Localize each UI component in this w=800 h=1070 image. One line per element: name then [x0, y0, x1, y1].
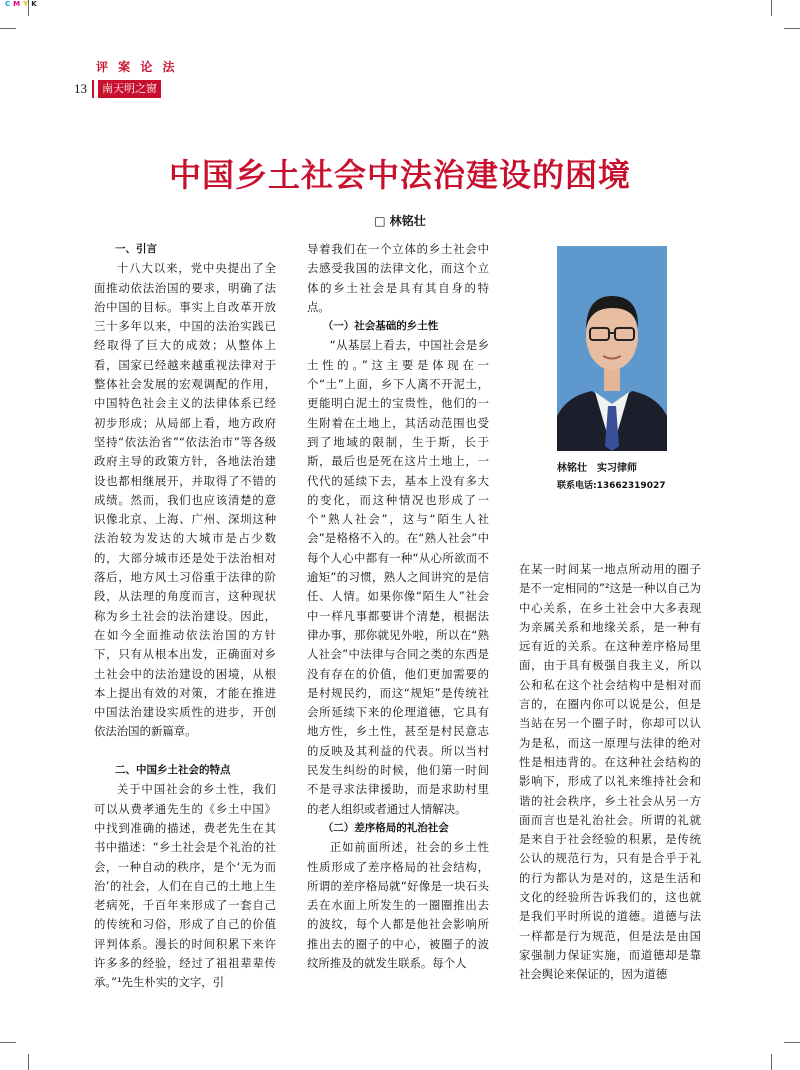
paragraph: 在某一时间某一地点所动用的圈子是不一定相同的”²这是一种以自己为中心关系，在乡土社会中大多表现为亲属关系和地缘关系，是一种有远有近的关系。在这种差序格局里面，由于具有极强自我主义，所以公和私在这个社会结构中是相对而言的，在圈内你可以说是公，但是当站在另一个圈子时，你却可以认为是私，而这一原理与法律的绝对性是相违背的。在这种社会结构的影响下，形成了以礼来维持社会和谐的社会秩序，乡土社会从另一方面而言也是礼治社会。所谓的礼就是来自于社会经验的积累，是传统公认的规范行为，只有是合乎于礼的行为都认为是对的，这是生活和文化的经验所告诉我们的，这也就是我们平时所说的道德。道德与法一样都是行为规范，但是法是由国家强制力保证实施，而道德却是靠社会舆论来保证的，因为道德 [519, 562, 701, 982]
page-number: 13 [74, 81, 87, 96]
crop-mark [0, 28, 16, 29]
crop-mark [0, 1042, 16, 1043]
crop-mark [784, 28, 800, 29]
crop-mark [28, 1054, 29, 1070]
crop-mark [784, 1042, 800, 1043]
subsection-heading: （一）社会基础的乡土性 [322, 320, 439, 333]
header-divider [92, 80, 94, 98]
cmyk-y: Y [23, 0, 29, 8]
cmyk-m: M [13, 0, 21, 8]
subsection-heading: （二）差序格局的礼治社会 [322, 821, 449, 834]
cmyk-k: K [31, 0, 37, 8]
text-column-1 [94, 240, 276, 993]
column-label: 南天明之窗 [98, 80, 161, 98]
author-contact: 联系电话:13662319027 [557, 481, 666, 491]
color-bar [4, 0, 38, 9]
section-heading: 一、引言 [115, 243, 157, 255]
paragraph: 关于中国社会的乡土性，我们可以从费孝通先生的《乡土中国》中找到准确的描述，费老先生在其书中描述：“乡土社会是个礼治的社会，一种自动的秩序，是个‘无为而治’的社会，人们在自己的土地上生老病死，千百年来形成了一套自己的传统和习俗，形成了自己的价值评判体系。漫长的时间积累下来许许多多的经验，经过了祖祖辈辈传承。”¹先生朴实的文字，引 [94, 782, 276, 990]
section-heading: 二、中国乡土社会的特点 [115, 764, 231, 777]
article-title: 中国乡土社会中法治建设的困境 [168, 156, 631, 194]
paragraph: 正如前面所述，社会的乡土性性质形成了差序格局的社会结构，所谓的差序格局就“好像是一块石头丢在水面上所发生的一圈圈推出去的波纹，每个人都是他社会影响所推出去的圈子的中心，被圈子的波纹所推及的就发生联系。每个人 [307, 840, 489, 970]
paragraph: 导着我们在一个立体的乡土社会中去感受我国的法律文化，而这个立体的乡土社会是具有其自身的特点。 [307, 242, 489, 314]
text-column-2 [307, 240, 489, 973]
paragraph: 十八大以来，党中央提出了全面推动依法治国的要求，明确了法治中国的目标。事实上自改革开放三十多年以来，中国的法治实践已经取得了巨大的成效；从整体上看，国家已经越来越重视法律对于整体社会发展的宏观调配的作用，中国特色社会主义的法律体系已经初步形成；从局部上看，地方政府坚持“依法治省”“依法治市”等各级政府主导的政策方针，各地法治建设也都相继展开，并取得了不错的成绩。然而，我们也应该清楚的意识像北京、上海、广州、深圳这种法治较为发达的大城市是占少数的，大部分城市还是处于法治相对落后，地方风土习俗重于法律的阶段，从法理的角度而言，这种现状称为乡土社会的法治建设。因此，在如今全面推动依法治国的方针下，只有从根本出发，正确面对乡土社会中的法治建设的困境，从根本上提出有效的对策，才能在推进中国法治建设实质性的进步，开创依法治国的新篇章。 [94, 261, 276, 739]
crop-mark [771, 1054, 772, 1070]
author-photo [557, 246, 667, 451]
cmyk-c: C [5, 0, 11, 8]
paragraph: “从基层上看去，中国社会是乡土性的。”这主要是体现在一个“土”上面，乡下人离不开泥土，更能明白泥土的宝贵性，他们的一生附着在土地上，其活动范围也受到了地域的限制，生于斯，长于斯，最后也是死在这片土地上，一代代的延续下去，基本上没有多大的变化，而这种情况也形成了一个“熟人社会”，这与“陌生人社会”是格格不入的。在“熟人社会”中每个人心中都有一种“从心所欲而不逾矩”的习惯，熟人之间讲究的是信任、人情。如果你像“陌生人”社会中一样凡事都要讲个清楚，根据法律办事，那你就见外啦，所以在“熟人社会”中法律与合同之类的东西是没有存在的价值，他们更加需要的是村规民约，而这“规矩”是传统社会所延续下来的伦理道德，它具有地方性，乡土性，甚至是村民意志的反映及其利益的代表。所以当村民发生纠纷的时候，他们第一时间不是寻求法律援助，而是求助村里的老人组织或者通过人情解决。 [307, 338, 489, 816]
author-caption: 林铭壮 实习律师 [557, 463, 637, 474]
text-column-3 [519, 560, 701, 985]
series-label: 评 案 论 法 [96, 60, 178, 74]
crop-mark [771, 0, 772, 16]
article-author: □ 林铭壮 [374, 214, 426, 228]
